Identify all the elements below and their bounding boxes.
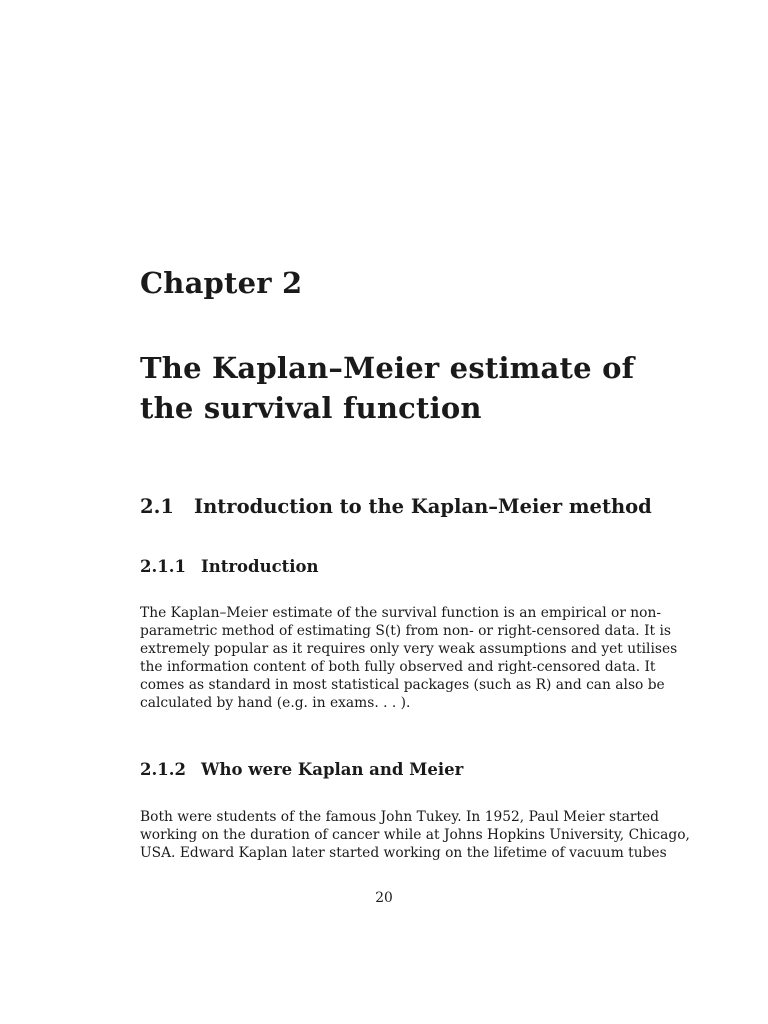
paragraph-line: extremely popular as it requires only very weak assumptions and yet utilises xyxy=(140,641,678,657)
paragraph-line: The Kaplan–Meier estimate of the survival function is an empirical or non- xyxy=(140,605,662,621)
chapter-title-line: the survival function xyxy=(140,391,482,425)
subsection-heading xyxy=(140,557,319,576)
paragraph-line: calculated by hand (e.g. in exams. . . ). xyxy=(140,695,411,711)
subsection-title: Who were Kaplan and Meier xyxy=(201,760,464,779)
paragraph-line: the information content of both fully observed and right-censored data. It xyxy=(140,659,656,675)
section-number: 2.1 xyxy=(140,495,174,518)
paragraph-line: USA. Edward Kaplan later started working on the lifetime of vacuum tubes xyxy=(140,845,667,861)
subsection-heading xyxy=(140,760,463,779)
paragraph-line: working on the duration of cancer while at Johns Hopkins University, Chicago, xyxy=(140,827,690,843)
chapter-label: Chapter 2 xyxy=(140,266,303,300)
paragraph-who-were-kaplan-meier xyxy=(140,808,690,862)
chapter-title xyxy=(140,348,640,428)
page-number: 20 xyxy=(375,890,393,906)
section-heading xyxy=(140,495,652,518)
paragraph-line: comes as standard in most statistical packages (such as R) and can also be xyxy=(140,677,665,693)
paragraph-line: Both were students of the famous John Tukey. In 1952, Paul Meier started xyxy=(140,809,659,825)
paragraph-line: parametric method of estimating S(t) from non- or right-censored data. It is xyxy=(140,623,671,639)
subsection-number: 2.1.1 xyxy=(140,557,186,576)
chapter-title-line: The Kaplan–Meier estimate of xyxy=(140,351,635,385)
subsection-title: Introduction xyxy=(201,557,319,576)
subsection-number: 2.1.2 xyxy=(140,760,186,779)
paragraph-introduction xyxy=(140,604,678,712)
section-title: Introduction to the Kaplan–Meier method xyxy=(194,495,652,518)
